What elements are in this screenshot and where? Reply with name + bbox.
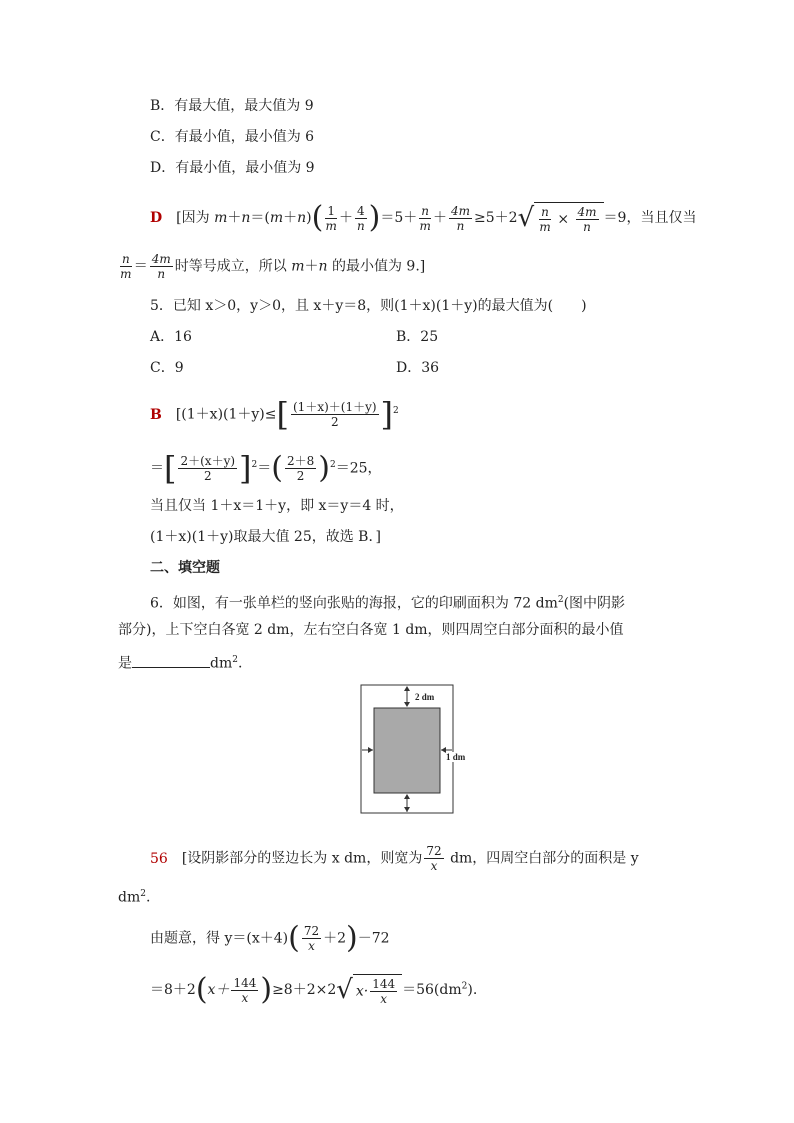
q6-sol3-mid: ＋2: [323, 930, 347, 947]
q4-sol-tail: ＝9，当且仅当: [603, 210, 697, 226]
q6-sol1-den: x: [430, 859, 438, 873]
q6-stem-line1: 6．如图，有一张单栏的竖向张贴的海报，它的印刷面积为 72 $dm^2$(图中阴影: [150, 595, 626, 612]
q4-solution-line2: $\frac{n}{m}$ ＝ $\frac{4m}{n}$ 时等号成立，所以 m＋n 的最小值为 9.]: [120, 252, 426, 281]
q6-sol4-rad-den: x: [380, 992, 388, 1006]
q5-sol2-end: ＝25，: [335, 460, 382, 477]
q6-sol2-dot: .: [145, 889, 151, 906]
q6-stem3-end: dm: [210, 655, 233, 672]
section-title: 二、填空题: [150, 560, 220, 576]
q6-sol1-end: dm，四周空白部分的面积是 y: [450, 850, 639, 867]
q6-sol3-den: x: [308, 939, 315, 953]
q6-sol4-den: x: [241, 990, 249, 1005]
option-d: D．有最小值，最小值为 9: [150, 160, 315, 176]
q6-sol4-end: ＝56(dm: [402, 982, 462, 998]
q6-sol4-rad-num: 144: [372, 977, 396, 991]
q5-option-d: D．36: [396, 360, 440, 376]
q6-stem3-start: 是: [118, 655, 132, 672]
q4-sol-intro: [因为: [176, 210, 210, 226]
q4-sol-line2-end: 的最小值为 9.]: [331, 258, 426, 275]
q5-solution-line2: ＝[ $\frac{2+(x+y)}{2}$ ]$^2$＝( $\frac{2+8}{2}$ )$^2$＝25，: [150, 449, 382, 488]
q5-solution-line3: 当且仅当 1＋x＝1＋y，即 x＝y＝4 时，: [150, 498, 404, 514]
q6-stem1: 6．如图，有一张单栏的竖向张贴的海报，它的印刷面积为 72 dm: [150, 595, 558, 612]
q5-sol2-den: 2: [203, 469, 212, 483]
option-c: C．有最小值，最小值为 6: [150, 129, 315, 145]
q4-solution-line1: D [因为 m＋n＝(m＋n)( $\frac{1}{m}$ ＋ $\frac{4}{n}$ )＝5＋ $\frac{n}{m}$ ＋ $\frac{4m}{n}$ ≥5＋2√ $\frac{n}{m}$ × $\frac{4m}{n}$ ＝9，当且仅当: [150, 200, 697, 235]
q5-option-b: B．25: [396, 329, 439, 345]
q6-stem1-tail: (图中阴影: [563, 595, 626, 612]
q6-stem-line2: 部分)，上下空白各宽 2 dm，左右空白各宽 1 dm，则四周空白部分面积的最小值: [118, 622, 624, 638]
printed-area: [374, 708, 440, 793]
q6-sol1-num: 72: [426, 844, 442, 858]
q4-answer: D: [150, 210, 163, 226]
q6-sol4-start: ＝8＋2: [150, 982, 196, 998]
q6-answer: 56: [150, 850, 168, 867]
q4-sol-line2: 时等号成立，所以: [174, 258, 287, 275]
q5-sol2-num: 2＋(x＋y): [180, 454, 236, 468]
poster-diagram-svg: [360, 684, 472, 816]
q6-sol4-in: x＋: [207, 982, 230, 998]
q5-stem: 5．已知 x＞0，y＞0，且 x＋y＝8，则(1＋x)(1＋y)的最大值为( ): [150, 298, 587, 314]
q6-sol4-rad-start: x·: [355, 983, 369, 1000]
q6-sol3-start: 由题意，得 y＝(x＋4): [150, 930, 289, 947]
q5-sol2-num-b: 2＋8: [286, 454, 315, 468]
q5-sol1-den: 2: [330, 415, 339, 429]
q6-stem3-dot: .: [237, 655, 243, 672]
top-margin-label: 2 dm: [415, 692, 435, 702]
q6-sol4-close: ).: [467, 982, 478, 998]
option-b: B．有最大值，最大值为 9: [150, 98, 314, 114]
poster-diagram: [360, 684, 472, 820]
answer-blank[interactable]: [132, 653, 210, 668]
q6-sol1-start: [设阴影部分的竖边长为 x dm，则宽为: [181, 850, 423, 867]
q6-sol4-num: 144: [233, 975, 257, 990]
side-margin-label: 1 dm: [446, 752, 466, 762]
q5-solution-line1: B [(1＋x)(1＋y)≤[ $\frac{(1+x)+(1+y)}{2}$ ]$^2$: [150, 395, 399, 434]
q6-solution-line2: $dm^2$.: [118, 889, 151, 906]
q5-sol1-start: [(1＋x)(1＋y)≤: [175, 406, 277, 423]
q6-sol2: dm: [118, 889, 141, 906]
q6-solution-line3: 由题意，得 y＝(x＋4)( $\frac{72}{x}$ ＋2)－72: [150, 920, 390, 956]
q5-solution-line4: (1＋x)(1＋y)取最大值 25，故选 B．]: [150, 529, 381, 545]
q5-option-a: A．16: [150, 329, 192, 345]
q6-stem-line3: 是 $dm^2$.: [118, 650, 242, 674]
q6-solution-line4: ＝8＋2(x＋ $\frac{144}{x}$ )≥8＋2×2√ x· $\frac{144}{x}$ $=56(dm^2)$.: [150, 972, 478, 1007]
q6-sol3-end: －72: [357, 930, 390, 947]
q6-solution-line1: [150, 844, 639, 873]
q5-option-c: C．9: [150, 360, 184, 376]
q5-sol1-num: (1＋x)＋(1＋y): [293, 400, 377, 414]
q5-sol2-den-b: 2: [296, 469, 305, 483]
q5-answer: B: [150, 406, 162, 423]
q6-sol4-mid: ≥8＋2×2: [272, 982, 337, 998]
q6-sol3-num: 72: [303, 924, 320, 938]
